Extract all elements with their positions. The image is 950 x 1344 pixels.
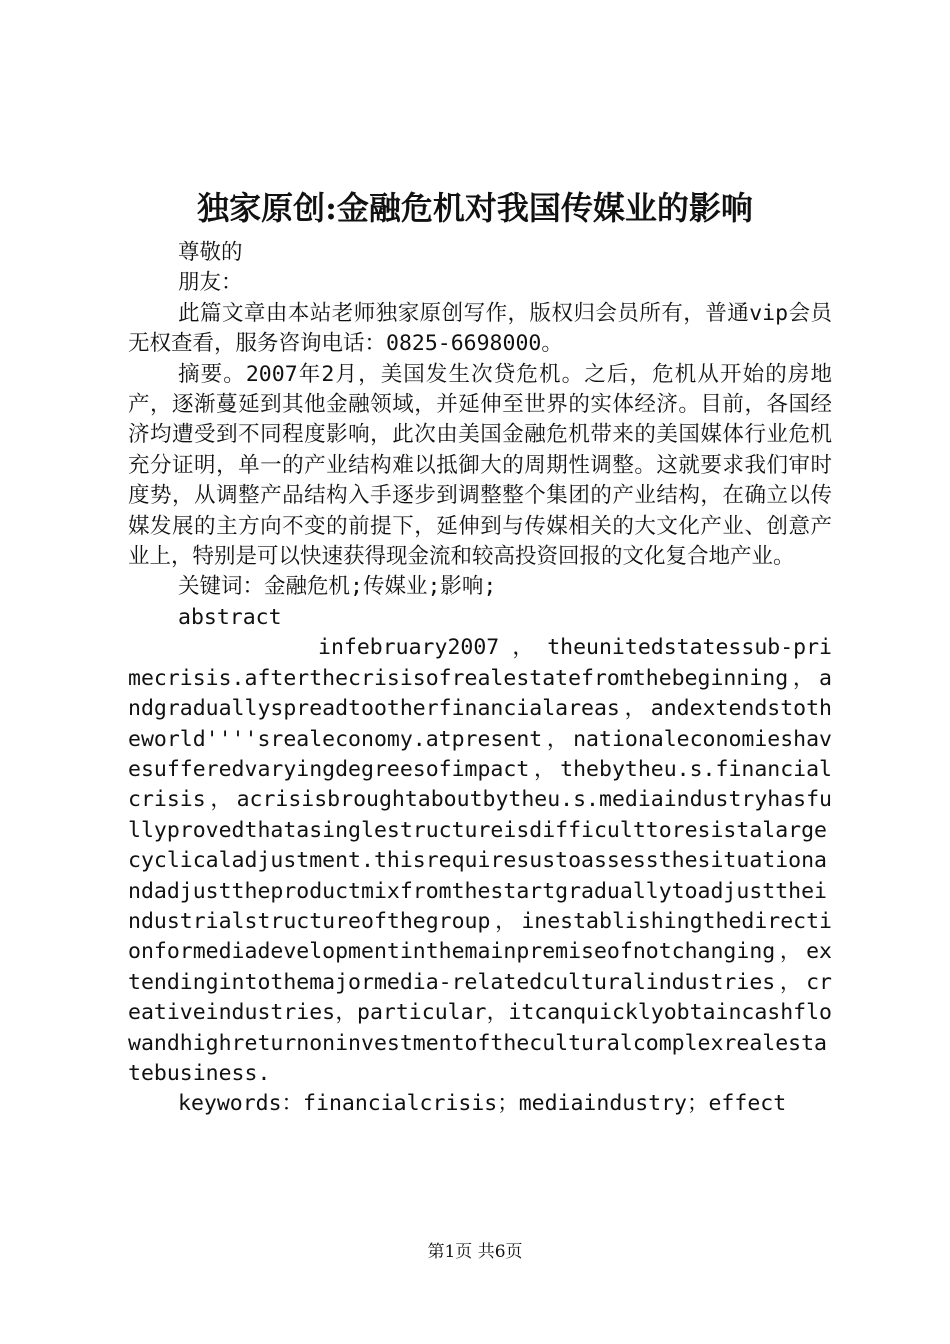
abstract-english-heading: abstract: [178, 604, 282, 630]
abstract-english: infebruary2007 ， theunitedstatessub-primecrisis.afterthecrisisofrealestatefromthebeginning，andgraduallyspreadtootherfinancialareas，andextendstotheworld''''srealeconomy.atpresent，nationaleconomieshavesufferedvaryingdegreesofimpact，thebytheu.s.financialcrisis，acrisisbroughtaboutbytheu.s.mediaindustryhasfullyprovedthatasinglestructureisdifficulttoresistalargecyclicaladjustment.thisrequiresustoassessthesituationandadjusttheproductmixfromthestartgraduallytoadjusttheindustrialstructureofthegroup，inestablishingthedirectionformediadevelopmentinthemainpremiseofnotchanging，extendingintothemajormedia-relatedculturalindustries，creativeindustries，particular，itcanquicklyobtaincashflowandhighreturnoninvestmentoftheculturalcomplexrealestatebusiness.: [128, 635, 832, 1086]
page-number-footer: 第1页 共6页: [427, 1242, 523, 1262]
abstract-chinese: 摘要。2007年2月，美国发生次贷危机。之后，危机从开始的房地产，逐渐蔓延到其他金融领域，并延伸至世界的实体经济。目前，各国经济均遭受到不同程度影响，此次由美国金融危机带来的美国媒体行业危机充分证明，单一的产业结构难以抵御大的周期性调整。这就要求我们审时度势，从调整产品结构入手逐步到调整整个集团的产业结构，在确立以传媒发展的主方向不变的前提下，延伸到与传媒相关的大文化产业、创意产业上，特别是可以快速获得现金流和较高投资回报的文化复合地产业。: [128, 361, 832, 570]
document-body: [128, 238, 832, 1120]
salutation-line-2: 朋友：: [178, 270, 243, 296]
salutation-line-1: 尊敬的: [178, 240, 243, 265]
page-title: 独家原创:金融危机对我国传媒业的影响: [197, 189, 753, 227]
copyright-notice: 此篇文章由本站老师独家原创写作，版权归会员所有，普通vip会员无权查看，服务咨询电话：0825-6698000。: [128, 300, 832, 357]
keywords-chinese: 关键词：金融危机;传媒业;影响;: [178, 574, 497, 600]
keywords-english: keywords：financialcrisis；mediaindustry；effect: [178, 1091, 787, 1117]
